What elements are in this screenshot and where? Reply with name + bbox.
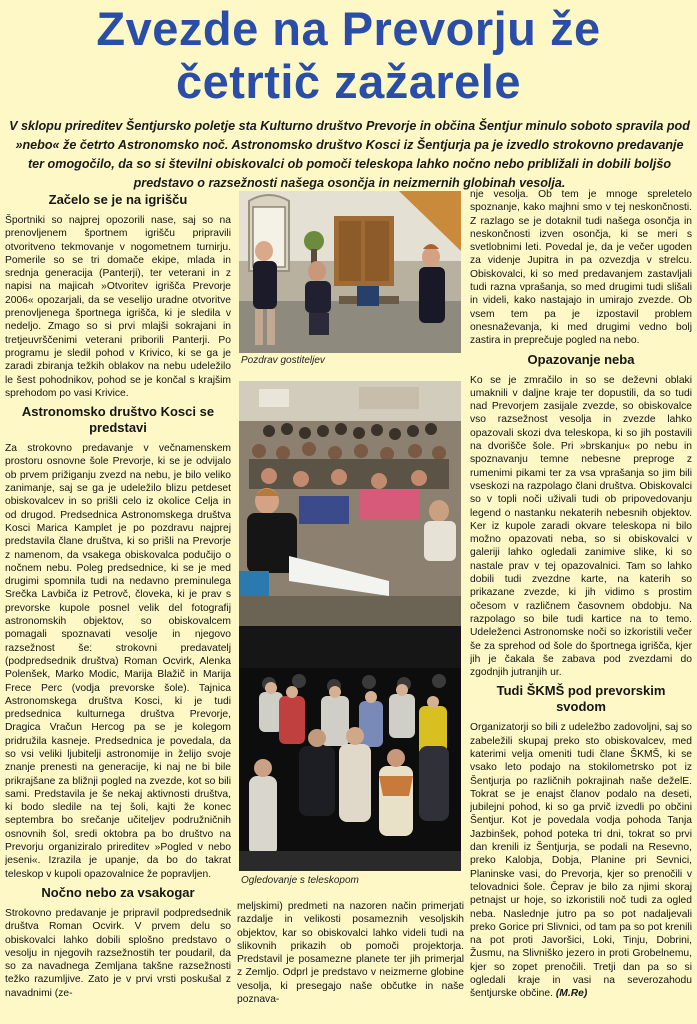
author-signature: (M.Re) (555, 988, 588, 1000)
subheading-opazovanje-neba: Opazovanje neba (527, 351, 635, 367)
paragraph-nocno-nebo: Strokovno predavanje je pripravil podpredsednik društva Roman Ocvirk. V prvem delu so obiskovalci lahko dobili splošno predstavo o vesolju in njegovih razsežnostih ter poudaril, da so za navadnega Zemljana takšne razsežnosti težko razumljive. Zato je v prvi vrsti poskušal z navadnimi (ze- (5, 907, 231, 999)
subheading-astronomsko-drustvo: Astronomsko društvo Kosci se predstavi (21, 404, 215, 436)
caption-telescope: Ogledovanje s teleskopom (241, 875, 359, 886)
subheading-nocno-nebo: Nočno nebo za vsakogar (41, 884, 195, 900)
photo-lecture (239, 381, 461, 628)
paragraph-nocno-nebo-continued: meljskimi) predmeti na nazoren način primerjati razdalje in velikosti posameznih vesoljskih objektov, kar so obiskovalci lahko videli tudi na slikovnih prikazih ob pomoči projektorja. Predstavil je posamezne planete ter jih primerjal z Zemljo. Odprl je predstavo v neizmerne globine vesolja, ki presegajo naše občutke in naše poznava- (237, 901, 464, 1006)
photo-telescope (239, 626, 461, 871)
column-middle-text (237, 900, 464, 1020)
photo-hosts-image (239, 191, 461, 353)
paragraph-astronomsko-drustvo: Za strokovno predavanje v večnamenskem prostoru osnovne šole Prevorje, ki se je odvijalo ob prvem prižiganju zvezd na nebu, je bilo veliko zanimanje, saj se ga je udeležilo blizu petdeset obiskovalcev in so prišli celo iz okolice Celja in od drugod. Predsednica Astronomskega društva Kosci Marica Kamplet je po pozdravu najprej predstavila člane društva, ki so prišli na Prevorje z namenom, da vsakega obiskovalca podučijo o nočnem nebu. Poleg predsednice, ki se je med drugimi spomnila tudi na nedavno preminulega Srečka Lavbiča iz Petrovč, človeka, ki je prav s prevorske kupole posnel velik del fotografij astronomskih objektov, so obiskovalcem pomagali spoznavati vesolje in njegovo razsežnost še: strokovni predavatelj (podpredsednik društva) Roman Ocvirk, Alenka Polenšek, Marko Modic, Marija Blažič in Marija Frece Perc (vodja prevorske šole). Tajnica Astronomskega društva Kosci, ki je tudi predsednica kulturnega društva Prevorje, Dragica Vračun Hercog pa se je kolegom pridružila kasneje. Predsednica je povedala, da so vsi veliki ljubitelji astronomije in želijo svoje znanje prenesti na generacije, ki naj ne bi bile prikrajšane za bližnji pogled na zvezde, kot so bili sami. Predstavila je še nekaj aktivnosti društva, ki bodo sledile na tej šoli, kajti že konec septembra bo srečanje učiteljev podružničnih osnovnih šol, sredi oktobra pa bo društvo na Prevorju organiziralo prireditev »Pogled v nebo jeseni«. Izrazila je upanje, da bo do takrat teleskop v kupoli opazovalnice že popravljen. (5, 443, 231, 880)
paragraph-opazovanje-neba: Ko se je zmračilo in so se deževni oblaki umaknili v daljne kraje ter dopustili, da so tudi nad Prevorjem zasijale zvezde, so obiskovalce vso razsežnost vesolja in zvezde lahko opazovali skozi dva teleskopa, ki so jih postavili na dvorišče šole. Pri »brskanju« po nebu in spoznavanju temne nebesne preproge z rumenimi pikami ter za vsa vprašanja so jim bili vseskozi na razpolago člani društva. Obiskovalci so v topli noči uživali tudi ob pripovedovanju legend o nastanku nekaterih nebesnih objektov. Ker iz kupole zaradi okvare teleskopa ni bilo možno opazovati neba, so si obiskovalci v galeriji lahko ogledali zanimive slike, ki so nastale prav v tej opazovalnici. Tam so lahko dobili tudi zvezdne karte, na katerih so prikazane zvezde, ki jih vidimo s prostim očesom v različnem časovnem obdobju. Na razpolago so bile tudi kartice na to temo. Udeleženci Astronomske noči so izkoristili večer še za sprehod od šole do športnega igrišča, kjer jih je čakala še zabava pod zvezdami do zgodnjih jutranjih ur. (470, 374, 692, 679)
subheading-igrisce: Začelo se je na igrišču (48, 192, 188, 207)
paragraph-skms-text: Organizatorji so bili z udeležbo zadovoljni, saj so zabeležili skupaj preko sto obiskovalcev, med katerimi velja omeniti tudi člane ŠKMŠ, ki se vsako leto podajo na stokilometrsko pot iz Šentjurja po različnih pokrajinah naše deželE. Tokrat se je enajst članov podalo na deseti, jubilejni pohod, ki so ga prvič izvedli po občini Šentjur. Kot je povedala vodja pohoda Tanja Jazbinšek, pohod poteka tri dni, tokrat so prvi dan krenili iz Šentjurja, se podali na Resevno, preko Kalobja, Dobja, Planine pri Sevnici, Planinske vasi, do Prevorja, kjer so prenočili v telovadnici šole. Čeprav je bilo za njimi skoraj petnajst ur hoje, so izkoristili noč tudi za ogled neba. Naslednje jutro pa so pot nadaljevali preko Gorice pri Slivnici, od tam pa so pot krenili na pot proti Javoršici, Loki, Tinju, Dobrini, Žusmu, na Slivniško jezero in proti Grobelnemu, kjer so zopet prenočili. Tretji dan pa so si ogledali kraje in vasi na severozahodu šentjurske občine. (470, 722, 692, 1000)
column-left (5, 188, 231, 1018)
photo-lecture-image (239, 381, 461, 628)
headline-line-1: Zvezde na Prevorju že (96, 2, 601, 55)
lead-paragraph: V sklopu prireditev Šentjursko poletje sta Kulturno društvo Prevorje in občina Šentjur minulo soboto spravila pod »nebo« že četrto Astronomsko noč. Astronomsko društvo Kosci iz Šentjurja pa je izvedlo strokovno predavanje ter omogočilo, da so si številni obiskovalci ob pomoči teleskopa lahko nočno nebo približali in dobili boljšo predstavo o razsežnosti našega osončja in neizmernih globinah vesolja. (9, 119, 690, 190)
paragraph-skms (470, 721, 692, 1000)
photo-hosts (239, 191, 461, 353)
subheading-skms: Tudi ŠKMŠ pod prevorskim svodom (496, 683, 666, 715)
headline-line-2: četrtič zažarele (175, 55, 522, 108)
column-middle (237, 188, 464, 1018)
caption-hosts: Pozdrav gostiteljev (241, 355, 325, 366)
paragraph-vesolje-continued: nje vesolja. Ob tem je mnoge spreletelo spoznanje, kako majhni smo v tej neskončnosti. Z razlago se je dotaknil tudi našega osončja in neskončnosti izven osončja, ki se meri s svetlobnimi leti. Povedal je, da je večer ugoden za videnje Jupitra in pa ozvezdja v strelcu. Obiskovalci, ki so med predavanjem zastavljali tudi razna vprašanja, so med drugimi tudi slišali in videli, kako nastajajo in umirajo zvezde. Ob vsem tem pa je izpostavil problem onesnaževanja, ki med drugimi vedno bolj zastira in preprečuje pogled na nebo. (470, 189, 692, 347)
column-right (470, 188, 692, 1018)
photo-telescope-image (239, 626, 461, 871)
paragraph-igrisce: Športniki so najprej opozorili nase, saj so na prenovljenem športnem igrišču pripravili otvoritveno tekmovanje v nogometnem turnirju. Pomerile so se tri domače ekipe, mlada in srednja generacija (Panterji), ter veterani in z napisi na majicah »Otvoritev igrišča Prevorje 2006« opozarjali, da se veselijo uradne otvoritve prenovljenega športnega igrišča, ki je sledila v nedeljo. Zmago so si prvi mlajši sokrajani in tretjeuvrščenimi veterani priborili Panterji. Po programu je sledil pohod v Krivico, ki se ga je zaradi zbiranja težkih oblakov na nebu udeležilo le šest pohodnikov, pohod se je končal s krajšim sprehodom po vasi Krivice. (5, 215, 231, 399)
